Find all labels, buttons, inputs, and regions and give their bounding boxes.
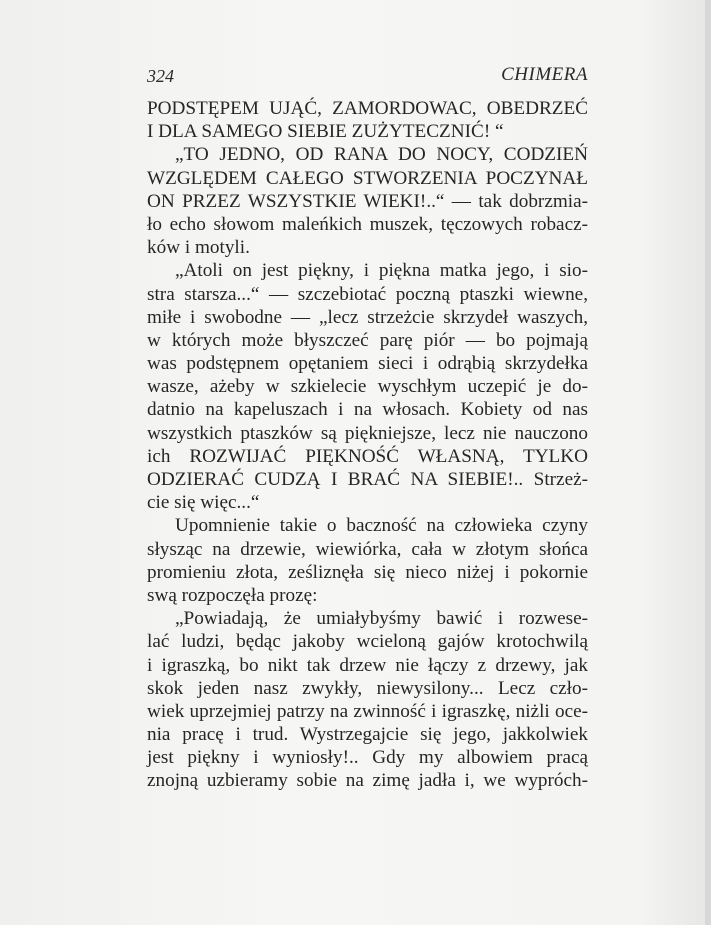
text-line: jest piękny i wyniosły!.. Gdy my albowiem pracą bbox=[147, 747, 588, 769]
text-line: słysząc na drzewie, wiewiórka, cała w złotym słońca bbox=[147, 538, 588, 560]
body-text bbox=[147, 97, 588, 793]
text-line: wszystkich ptaszków są piękniejsze, lecz nie nauczono bbox=[147, 422, 588, 444]
text-line: ON PRZEZ WSZYSTKIE WIEKI!..“ — tak dobrzmia- bbox=[147, 190, 588, 212]
text-line: datnio na kapeluszach i na włosach. Kobiety od nas bbox=[147, 399, 588, 421]
text-line: ło echo słowom maleńkich muszek, tęczowych robacz- bbox=[147, 213, 588, 235]
text-line: swą rozpoczęła prozę: bbox=[147, 584, 318, 606]
text-line: PODSTĘPEM UJĄĆ, ZAMORDOWAC, OBEDRZEĆ bbox=[147, 98, 588, 119]
text-line: skok jeden nasz zwykły, niewysilony... Lecz czło- bbox=[147, 677, 588, 699]
text-line: i igraszką, bo nikt tak drzew nie łączy z drzewy, jak bbox=[147, 654, 588, 676]
text-line: I DLA SAMEGO SIEBIE ZUŻYTECZNIĆ! “ bbox=[147, 121, 504, 143]
text-line: miłe i swobodne — „lecz strzeżcie skrzydeł waszych, bbox=[147, 306, 588, 328]
text-line: nia pracę i trud. Wystrzegajcie się jego, jakkolwiek bbox=[147, 724, 588, 746]
page-header bbox=[147, 64, 588, 88]
text-line: stra starsza...“ — szczebiotać poczną ptaszki wiewne, bbox=[147, 283, 588, 305]
text-line: lać ludzi, będąc jakoby wcieloną gajów krotochwilą bbox=[147, 631, 588, 653]
text-line: wasze, ażeby w szkielecie wyschłym uczepić je do- bbox=[147, 376, 588, 398]
text-line: „Atoli on jest piękny, i piękna matka jego, i sio- bbox=[175, 260, 588, 282]
text-line: „TO JEDNO, OD RANA DO NOCY, CODZIEŃ bbox=[175, 144, 588, 166]
text-line: wiek uprzejmiej patrzy na zwinność i igraszkę, niżli oce- bbox=[147, 700, 588, 722]
text-line: promieniu złota, ześliznęła się nieco niżej i pokornie bbox=[147, 561, 588, 583]
text-line: znojną uzbieramy sobie na zimę jadła i, we wypróch- bbox=[147, 770, 588, 792]
text-line: w których może błyszczeć parę piór — bo pojmają bbox=[147, 329, 588, 351]
text-line: ich ROZWIJAĆ PIĘKNOŚĆ WŁASNĄ, TYLKO bbox=[147, 445, 588, 467]
text-line: WZGLĘDEM CAŁEGO STWORZENIA POCZYNAŁ bbox=[147, 167, 588, 189]
text-line: was podstępnem opętaniem sieci i odrąbią skrzydełka bbox=[147, 353, 588, 375]
page-number: 324 bbox=[147, 66, 174, 86]
text-line: Upomnienie takie o baczność na człowieka czyny bbox=[175, 515, 588, 537]
text-line: ODZIERAĆ CUDZĄ I BRAĆ NA SIEBIE!.. Strzeż- bbox=[147, 469, 588, 490]
text-line: „Powiadają, że umiałybyśmy bawić i rozwese- bbox=[175, 608, 588, 630]
running-title: CHIMERA bbox=[501, 64, 588, 85]
text-line: ków i motyli. bbox=[147, 237, 250, 259]
page-edge bbox=[705, 0, 711, 925]
text-line: cie się więc...“ bbox=[147, 492, 260, 514]
